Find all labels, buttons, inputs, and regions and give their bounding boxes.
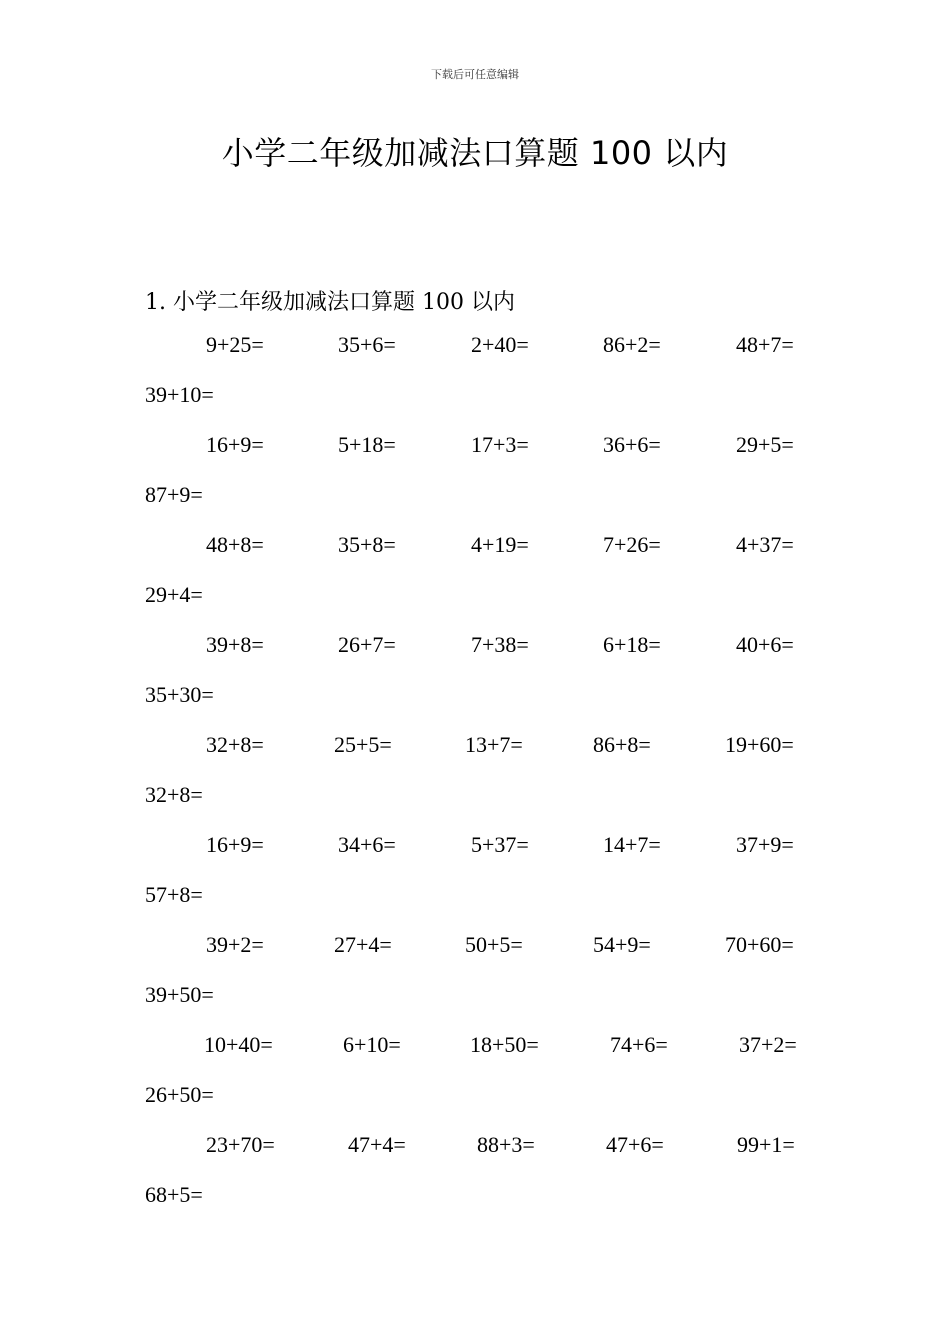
problem-row <box>145 432 845 482</box>
problem-item: 39+2= <box>206 932 264 957</box>
problem-item: 54+9= <box>593 932 651 957</box>
problem-item: 40+6= <box>736 632 794 657</box>
problem-row-wrap <box>145 1082 845 1132</box>
problem-item: 57+8= <box>145 882 203 907</box>
problem-item: 6+18= <box>603 632 661 657</box>
problem-item: 7+26= <box>603 532 661 557</box>
problem-item: 50+5= <box>465 932 523 957</box>
problem-row <box>145 1032 845 1082</box>
problem-item: 27+4= <box>334 932 392 957</box>
problem-item: 13+7= <box>465 732 523 757</box>
problem-item: 4+19= <box>471 532 529 557</box>
problem-item: 16+9= <box>206 832 264 857</box>
problem-row <box>145 332 845 382</box>
problem-item: 17+3= <box>471 432 529 457</box>
problem-item: 18+50= <box>470 1032 539 1057</box>
problem-row <box>145 1132 845 1182</box>
problem-item: 9+25= <box>206 332 264 357</box>
problem-item: 34+6= <box>338 832 396 857</box>
problem-item: 47+6= <box>606 1132 664 1157</box>
problem-item: 2+40= <box>471 332 529 357</box>
problem-item: 88+3= <box>477 1132 535 1157</box>
problem-item: 35+30= <box>145 682 214 707</box>
problem-item: 87+9= <box>145 482 203 507</box>
problem-item: 86+2= <box>603 332 661 357</box>
problem-row <box>145 732 845 782</box>
problem-item: 39+50= <box>145 982 214 1007</box>
problem-item: 29+5= <box>736 432 794 457</box>
problem-row-wrap <box>145 982 845 1032</box>
problem-row-wrap <box>145 382 845 432</box>
document-title: 小学二年级加减法口算题 100 以内 <box>221 134 729 172</box>
problem-item: 74+6= <box>610 1032 668 1057</box>
section-heading: 1. 小学二年级加减法口算题 100 以内 <box>145 290 515 315</box>
problem-item: 86+8= <box>593 732 651 757</box>
problem-item: 99+1= <box>737 1132 795 1157</box>
problem-item: 35+6= <box>338 332 396 357</box>
problem-row <box>145 632 845 682</box>
problem-item: 68+5= <box>145 1182 203 1207</box>
problem-item: 48+8= <box>206 532 264 557</box>
problem-item: 25+5= <box>334 732 392 757</box>
problem-item: 7+38= <box>471 632 529 657</box>
problem-list <box>145 332 845 1232</box>
problem-item: 23+70= <box>206 1132 275 1157</box>
problem-item: 47+4= <box>348 1132 406 1157</box>
problem-item: 39+8= <box>206 632 264 657</box>
problem-item: 4+37= <box>736 532 794 557</box>
problem-item: 10+40= <box>204 1032 273 1057</box>
problem-row-wrap <box>145 782 845 832</box>
problem-item: 19+60= <box>725 732 794 757</box>
problem-item: 37+9= <box>736 832 794 857</box>
problem-item: 6+10= <box>343 1032 401 1057</box>
problem-row-wrap <box>145 482 845 532</box>
problem-item: 37+2= <box>739 1032 797 1057</box>
problem-item: 29+4= <box>145 582 203 607</box>
problem-item: 16+9= <box>206 432 264 457</box>
problem-item: 39+10= <box>145 382 214 407</box>
problem-item: 5+18= <box>338 432 396 457</box>
problem-item: 26+50= <box>145 1082 214 1107</box>
problem-item: 26+7= <box>338 632 396 657</box>
problem-item: 5+37= <box>471 832 529 857</box>
problem-item: 48+7= <box>736 332 794 357</box>
problem-row-wrap <box>145 1182 845 1232</box>
problem-item: 35+8= <box>338 532 396 557</box>
problem-row <box>145 932 845 982</box>
problem-item: 32+8= <box>145 782 203 807</box>
problem-item: 32+8= <box>206 732 264 757</box>
problem-row-wrap <box>145 882 845 932</box>
problem-row <box>145 532 845 582</box>
problem-row <box>145 832 845 882</box>
problem-item: 70+60= <box>725 932 794 957</box>
page-header-note: 下载后可任意编辑 <box>431 68 519 81</box>
problem-row-wrap <box>145 582 845 632</box>
problem-item: 36+6= <box>603 432 661 457</box>
problem-row-wrap <box>145 682 845 732</box>
problem-item: 14+7= <box>603 832 661 857</box>
